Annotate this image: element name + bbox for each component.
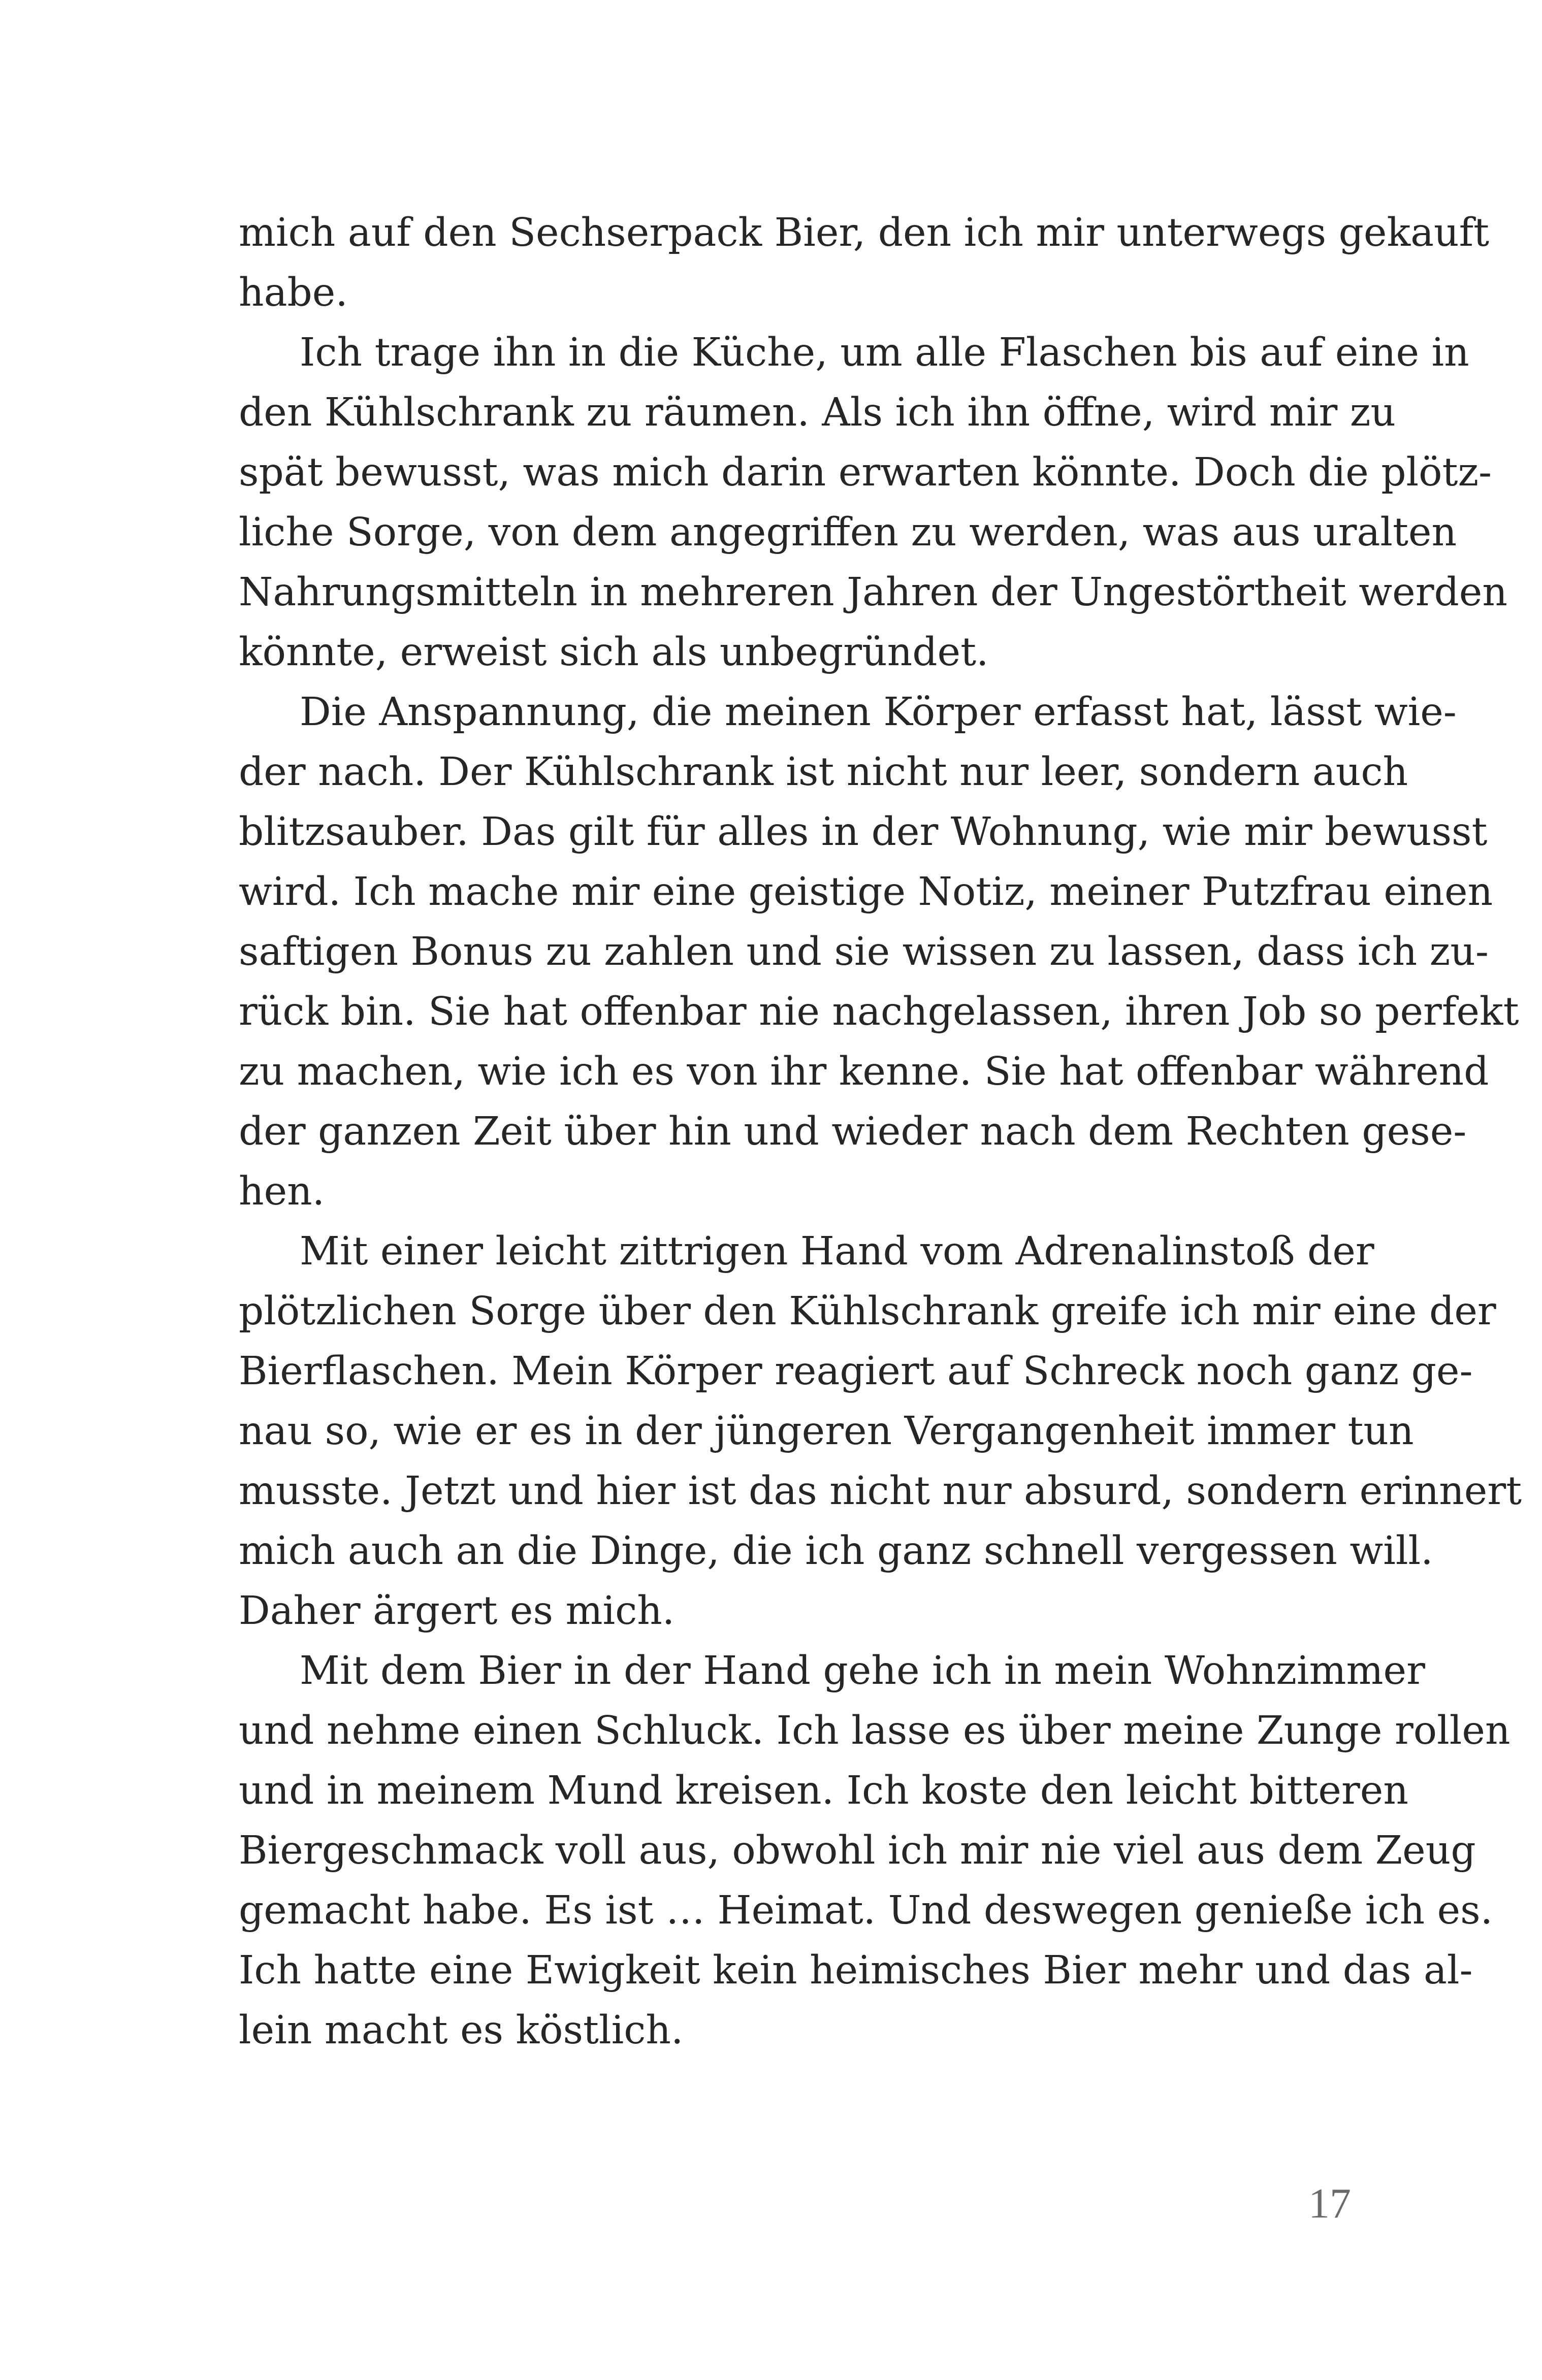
text-line: rück bin. Sie hat offenbar nie nachgelassen, ihren Job so perfekt xyxy=(239,989,1519,1034)
paragraph xyxy=(239,682,1519,1222)
text-line: gemacht habe. Es ist … Heimat. Und deswegen genieße ich es. xyxy=(239,1888,1493,1933)
text-line: plötzlichen Sorge über den Kühlschrank greife ich mir eine der xyxy=(239,1289,1496,1334)
text-line: mich auf den Sechserpack Bier, den ich mir unterwegs gekauft xyxy=(239,210,1490,255)
text-line: habe. xyxy=(239,270,348,315)
text-line: zu machen, wie ich es von ihr kenne. Sie hat offenbar während xyxy=(239,1049,1489,1094)
text-line: den Kühlschrank zu räumen. Als ich ihn öffne, wird mir zu xyxy=(239,390,1396,435)
text-line: mich auch an die Dinge, die ich ganz schnell vergessen will. xyxy=(239,1528,1433,1574)
text-line: lein macht es köstlich. xyxy=(239,2008,684,2053)
text-line: und in meinem Mund kreisen. Ich koste den leicht bitteren xyxy=(239,1768,1408,1813)
text-line: Mit dem Bier in der Hand gehe ich in mein Wohnzimmer xyxy=(300,1648,1425,1693)
body-text xyxy=(239,203,1522,2061)
text-line: Ich hatte eine Ewigkeit kein heimisches Bier mehr und das al- xyxy=(239,1948,1473,1993)
text-line: spät bewusst, was mich darin erwarten könnte. Doch die plötz- xyxy=(239,450,1492,495)
text-line: und nehme einen Schluck. Ich lasse es über meine Zunge rollen xyxy=(239,1708,1511,1753)
text-line: musste. Jetzt und hier ist das nicht nur absurd, sondern erinnert xyxy=(239,1469,1522,1514)
text-line: Die Anspannung, die meinen Körper erfasst hat, lässt wie- xyxy=(300,690,1457,735)
text-line: Bierflaschen. Mein Körper reagiert auf Schreck noch ganz ge- xyxy=(239,1349,1473,1394)
text-line: saftigen Bonus zu zahlen und sie wissen zu lassen, dass ich zu- xyxy=(239,929,1489,974)
paragraph xyxy=(239,323,1507,682)
text-line: der ganzen Zeit über hin und wieder nach dem Rechten gese- xyxy=(239,1109,1467,1154)
text-line: Nahrungsmitteln in mehreren Jahren der Ungestörtheit werden xyxy=(239,570,1507,615)
paragraph xyxy=(239,203,1490,323)
text-line: nau so, wie er es in der jüngeren Vergangenheit immer tun xyxy=(239,1409,1414,1454)
text-line: wird. Ich mache mir eine geistige Notiz, meiner Putzfrau einen xyxy=(239,869,1493,915)
page-number: 17 xyxy=(1308,2180,1351,2227)
text-line: Mit einer leicht zittrigen Hand vom Adrenalinstoß der xyxy=(300,1229,1374,1274)
text-line: blitzsauber. Das gilt für alles in der Wohnung, wie mir bewusst xyxy=(239,809,1488,855)
text-line: der nach. Der Kühlschrank ist nicht nur leer, sondern auch xyxy=(239,749,1408,795)
text-line: Biergeschmack voll aus, obwohl ich mir nie viel aus dem Zeug xyxy=(239,1828,1476,1873)
paragraph xyxy=(239,1222,1522,1641)
text-line: hen. xyxy=(239,1169,325,1214)
text-line: Ich trage ihn in die Küche, um alle Flaschen bis auf eine in xyxy=(300,330,1469,375)
text-line: liche Sorge, von dem angegriffen zu werden, was aus uralten xyxy=(239,510,1457,555)
paragraph xyxy=(239,1641,1511,2061)
text-line: könnte, erweist sich als unbegründet. xyxy=(239,630,989,675)
text-line: Daher ärgert es mich. xyxy=(239,1588,675,1634)
